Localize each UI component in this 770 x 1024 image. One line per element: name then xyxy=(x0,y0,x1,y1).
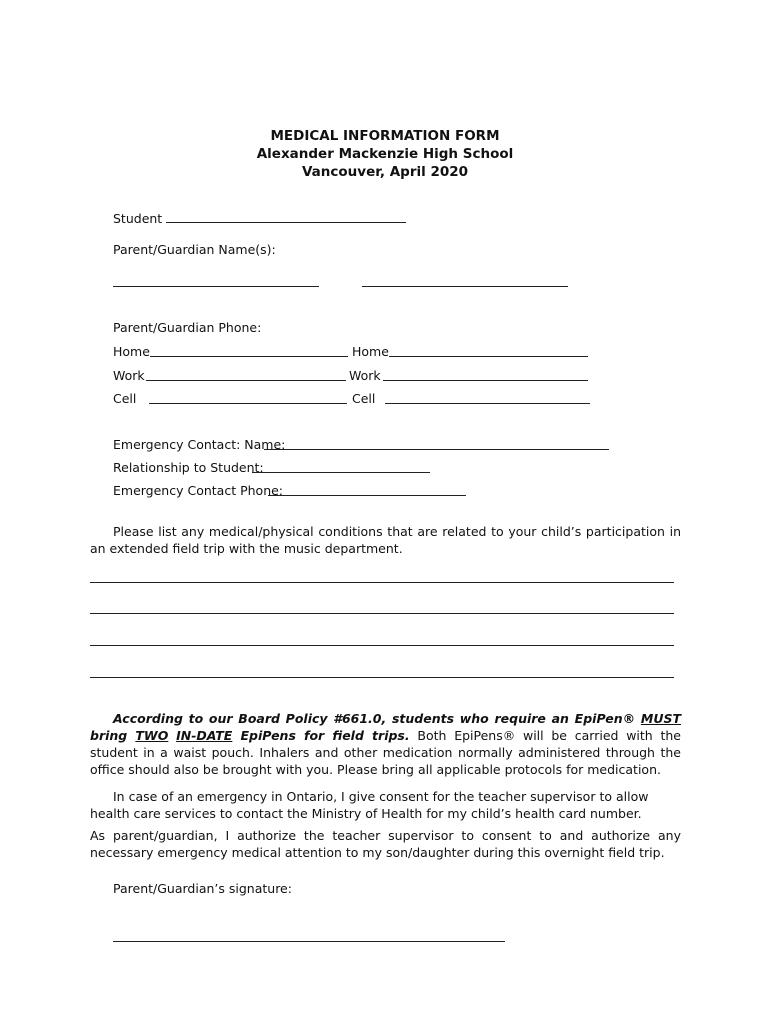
home-phone-field-2[interactable] xyxy=(389,356,588,357)
emergency-contact-name-label: Emergency Contact: Name: xyxy=(113,437,286,452)
relationship-label: Relationship to Student: xyxy=(113,460,264,475)
policy-text-3: EpiPens for field trips. xyxy=(232,728,410,743)
cell-label-1: Cell xyxy=(113,391,137,406)
student-field[interactable] xyxy=(166,211,406,223)
student-row xyxy=(113,211,406,226)
conditions-line-3[interactable] xyxy=(90,645,674,646)
parent-name-field-2[interactable] xyxy=(362,286,568,287)
cell-label-2: Cell xyxy=(352,391,376,406)
conditions-prompt: Please list any medical/physical conditions that are related to your child’s participation in an extended field trip with the music department. xyxy=(90,524,681,556)
work-label-2: Work xyxy=(349,368,381,383)
authorization-paragraph: As parent/guardian, I authorize the teacher supervisor to consent to and authorize any necessary emergency medical attention to my son/daughter during this overnight field trip. xyxy=(90,828,681,860)
home-label-1: Home xyxy=(113,344,150,359)
policy-text-1: According to our Board Policy #661.0, students who require an EpiPen® xyxy=(113,711,641,726)
home-phone-field-1[interactable] xyxy=(150,356,348,357)
emergency-consent-paragraph: In case of an emergency in Ontario, I give consent for the teacher supervisor to allow health care services to contact the Ministry of Health for my child’s health card number. xyxy=(90,789,649,821)
location-date: Vancouver, April 2020 xyxy=(301,164,469,180)
student-label: Student xyxy=(113,211,163,226)
conditions-line-4[interactable] xyxy=(90,677,674,678)
emergency-contact-name-field[interactable] xyxy=(264,449,609,450)
conditions-line-2[interactable] xyxy=(90,613,674,614)
form-title: MEDICAL INFORMATION FORM xyxy=(270,128,500,144)
cell-phone-field-1[interactable] xyxy=(149,403,347,404)
home-label-2: Home xyxy=(352,344,389,359)
signature-label: Parent/Guardian’s signature: xyxy=(113,881,292,896)
relationship-field[interactable] xyxy=(252,472,430,473)
epipen-policy-paragraph xyxy=(90,710,681,778)
work-label-1: Work xyxy=(113,368,145,383)
policy-must: MUST xyxy=(640,711,681,726)
policy-indate: IN-DATE xyxy=(176,728,233,743)
parent-name-field-1[interactable] xyxy=(113,286,319,287)
school-name: Alexander Mackenzie High School xyxy=(256,146,514,162)
policy-text-2: bring xyxy=(90,728,136,743)
policy-two: TWO xyxy=(135,728,169,743)
policy-rest: Both EpiPens® will be carried with the student in a waist pouch. Inhalers and other medication normally administered through the office should also be brought with you. Please bring all applicable protocols for medication. xyxy=(90,728,682,777)
parent-phone-label: Parent/Guardian Phone: xyxy=(113,320,262,335)
signature-field[interactable] xyxy=(113,941,505,942)
conditions-line-1[interactable] xyxy=(90,582,674,583)
cell-phone-field-2[interactable] xyxy=(385,403,590,404)
work-phone-field-2[interactable] xyxy=(383,380,588,381)
work-phone-field-1[interactable] xyxy=(146,380,346,381)
emergency-phone-field[interactable] xyxy=(268,495,466,496)
parent-names-label: Parent/Guardian Name(s): xyxy=(113,242,276,257)
emergency-phone-label: Emergency Contact Phone: xyxy=(113,483,284,498)
